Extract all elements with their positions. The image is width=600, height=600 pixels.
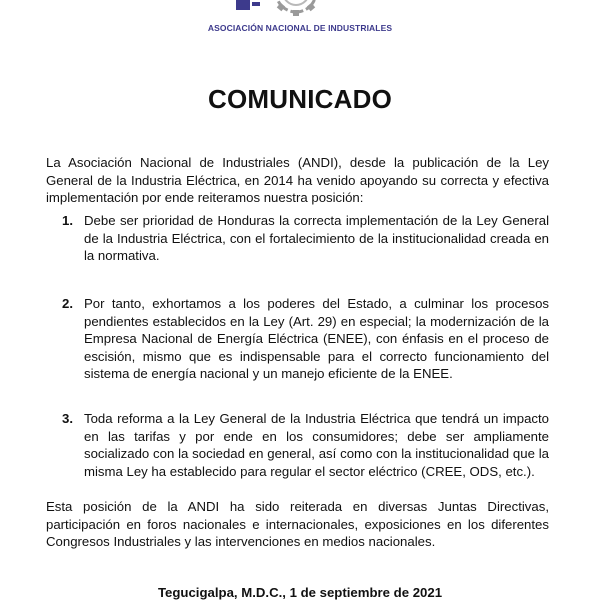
header-logo: [0, 0, 600, 40]
dateline: Tegucigalpa, M.D.C., 1 de septiembre de 2021: [157, 585, 443, 600]
list-item-text: Debe ser prioridad de Honduras la correcta implementación de la Ley General de la Industria Eléctrica, con el fortalecimiento de la institucionalidad creada en la normativa.: [84, 213, 549, 263]
list-item-text: Por tanto, exhortamos a los poderes del Estado, a culminar los procesos pendientes establecidos en la Ley (Art. 29) en especial; la modernización de la Empresa Nacional de Energía Eléctrica (ENEE), con énfasis en el proceso de escisión, mismo que es indispensable para el correcto funcionamiento del sistema de energía nacional y un manejo eficiente de la ENEE.: [84, 296, 549, 381]
list-item-text: Toda reforma a la Ley General de la Industria Eléctrica que tendrá un impacto en las tarifas y por ende en los consumidores; debe ser ampliamente socializado con la sociedad en general, así como con la institucionalidad que la misma Ley ha establecido para regular el sector eléctrico (CREE, ODS, etc.).: [84, 411, 549, 479]
list-item: [62, 410, 549, 480]
list-item-number: 1.: [62, 213, 73, 228]
list-item-number: 3.: [62, 411, 73, 426]
document-title: COMUNICADO: [208, 84, 392, 114]
list-item: [62, 295, 549, 383]
organization-name: ASOCIACIÓN NACIONAL DE INDUSTRIALES: [207, 23, 393, 33]
list-item-number: 2.: [62, 296, 73, 311]
list-item: [62, 212, 549, 265]
intro-paragraph: La Asociación Nacional de Industriales (ANDI), desde la publicación de la Ley General de la Industria Eléctrica, en 2014 ha venido apoyando su correcta y efectiva implementación por ende reiteramos nuestra posición:: [46, 155, 549, 205]
closing-paragraph: Esta posición de la ANDI ha sido reiterada en diversas Juntas Directivas, participación en foros nacionales e internacionales, exposiciones en los diferentes Congresos Industriales y las intervenciones en medios nacionales.: [46, 499, 549, 549]
